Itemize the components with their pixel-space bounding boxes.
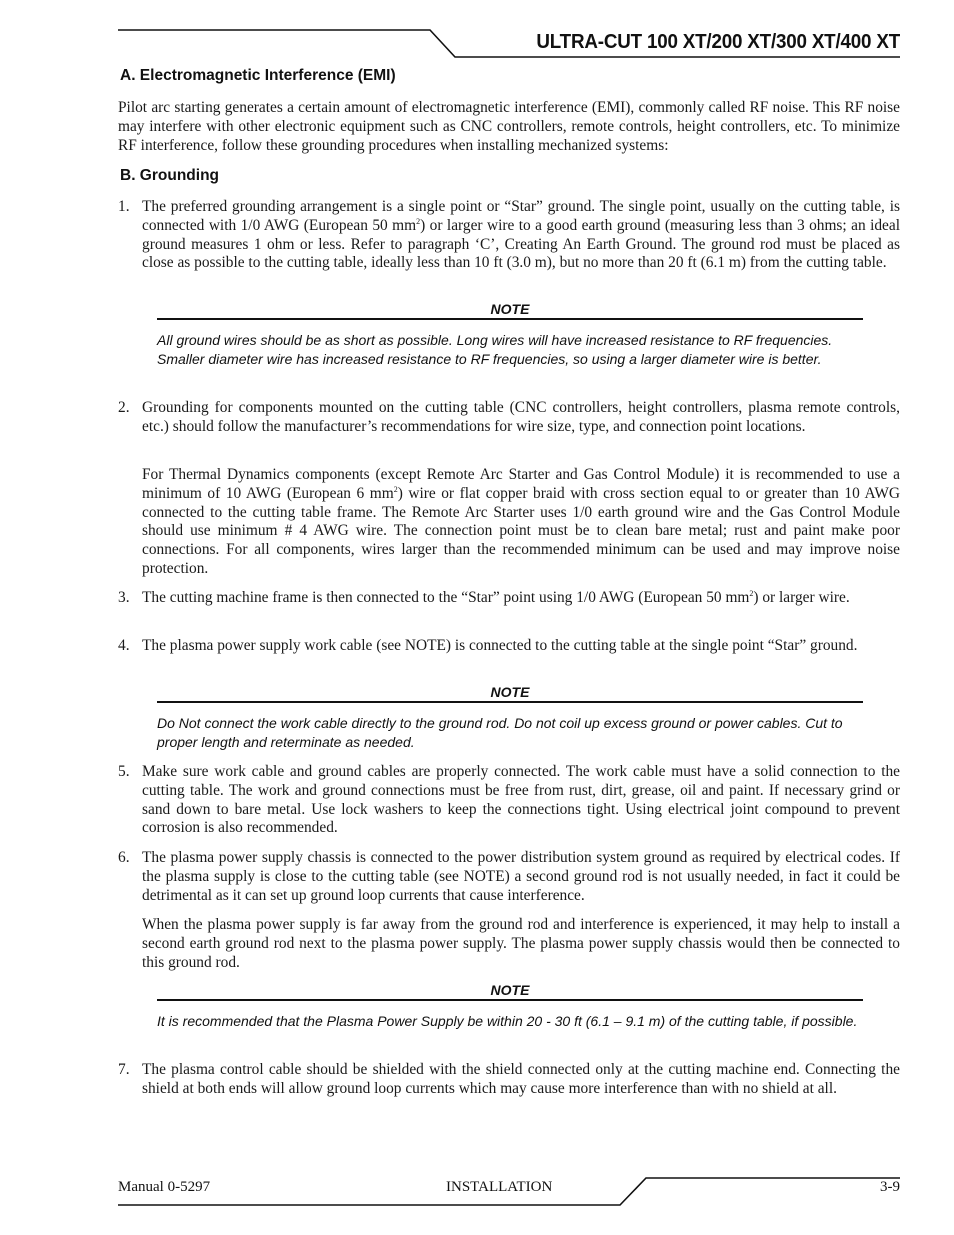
list-number: 1. xyxy=(118,198,130,215)
text-run: The preferred grounding arrangement is a single point or “Star” ground. The single point, usually on the cutting table, is connected with 1/0 AWG (European 50 mm xyxy=(142,198,900,234)
text-run: ) wire or flat copper braid with cross section equal to or greater than 10 AWG connected to the cutting table frame. The Remote Arc Starter uses 1/0 earth ground wire and the Gas Control Module should use minimum # 4 AWG wire. The connection point must be to clean bare metal; rust and paint make poor connections. For all components, wires larger than the recommended minimum can be used and may improve noise protection. xyxy=(142,484,900,577)
document-title: ULTRA-CUT 100 XT/200 XT/300 XT/400 XT xyxy=(536,31,900,53)
section-heading-emi: A. Electromagnetic Interference (EMI) xyxy=(120,67,396,84)
text-run: ) or larger wire. xyxy=(753,589,850,606)
list-item-5: Make sure work cable and ground cables are properly connected. The work cable must have a solid connection to the cutting table. The work and ground connections must be free from rust, dirt, grease, oil and paint. If necessary grind or sand down to bare metal. Use lock washers to keep the connections tight. Using electrical joint compound to prevent corrosion is also recommended. xyxy=(142,763,900,837)
note-label: NOTE xyxy=(490,684,530,700)
list-item-4: The plasma power supply work cable (see NOTE) is connected to the cutting table at the single point “Star” ground. xyxy=(142,637,858,654)
list-number: 4. xyxy=(118,637,130,654)
section-heading-grounding: B. Grounding xyxy=(120,167,220,184)
superscript: 2 xyxy=(416,216,421,226)
text-run: ) or larger wire to a good earth ground (measuring less than 3 ohms; an ideal ground measures 1 ohm or less. Refer to paragraph ‘C’, Creating An Earth Ground. The ground rod must be placed as close as possible to the cutting table, ideally less than 10 ft (3.0 m), but no more than 20 ft (6.1 m) from the cutting table. xyxy=(142,216,900,272)
text-run: For Thermal Dynamics components (except Remote Arc Starter and Gas Control Module) it is recommended to use a minimum of 10 AWG (European 6 mm xyxy=(142,466,900,502)
list-item-6-paragraph-2: When the plasma power supply is far away from the ground rod and interference is experienced, it may help to install a second earth ground rod next to the plasma power supply. The plasma power supply chassis would then be connected to this ground rod. xyxy=(142,916,900,971)
list-number: 2. xyxy=(118,399,130,416)
note-label: NOTE xyxy=(490,301,530,317)
list-number: 6. xyxy=(118,849,130,866)
superscript: 2 xyxy=(749,588,754,598)
list-number: 5. xyxy=(118,763,130,780)
list-item-7: The plasma control cable should be shielded with the shield connected only at the cutting machine end. Connecting the shield at both ends will allow ground loop currents which may cause more interference than with no shield at all. xyxy=(142,1061,900,1097)
list-item-2: Grounding for components mounted on the cutting table (CNC controllers, height controllers, plasma remote controls, etc.) should follow the manufacturer’s recommendations for wire size, type, and connection point locations. xyxy=(142,399,900,435)
footer-page-number: 3-9 xyxy=(880,1179,900,1195)
text-run: The cutting machine frame is then connected to the “Star” point using 1/0 AWG (European 50 mm xyxy=(142,589,750,606)
superscript: 2 xyxy=(393,484,398,494)
note-text: Do Not connect the work cable directly to the ground rod. Do not coil up excess ground or power cables. Cut to proper length and reterminate as needed. xyxy=(157,715,843,750)
list-item-6: The plasma power supply chassis is connected to the power distribution system ground as required by electrical codes. If the plasma supply is close to the cutting table (see NOTE) a second ground rod is not usually needed, in fact it could be detrimental as it can set up ground loop currents that cause interference. xyxy=(142,849,900,904)
footer-manual-number: Manual 0-5297 xyxy=(118,1179,211,1195)
note-text: All ground wires should be as short as possible. Long wires will have increased resistance to RF frequencies. Smaller diameter wire has increased resistance to RF frequencies, so using a larger diameter wire is better. xyxy=(157,332,833,367)
list-number: 3. xyxy=(118,589,130,606)
list-number: 7. xyxy=(118,1061,130,1078)
note-text: It is recommended that the Plasma Power Supply be within 20 - 30 ft (6.1 – 9.1 m) of the cutting table, if possible. xyxy=(157,1013,858,1029)
emi-paragraph: Pilot arc starting generates a certain amount of electromagnetic interference (EMI), commonly called RF noise. This RF noise may interfere with other electronic equipment such as CNC controllers, remote controls, height controllers, etc. To minimize RF interference, follow these grounding procedures when installing mechanized systems: xyxy=(118,99,900,154)
note-label: NOTE xyxy=(490,982,530,998)
footer-section-name: INSTALLATION xyxy=(446,1179,553,1195)
